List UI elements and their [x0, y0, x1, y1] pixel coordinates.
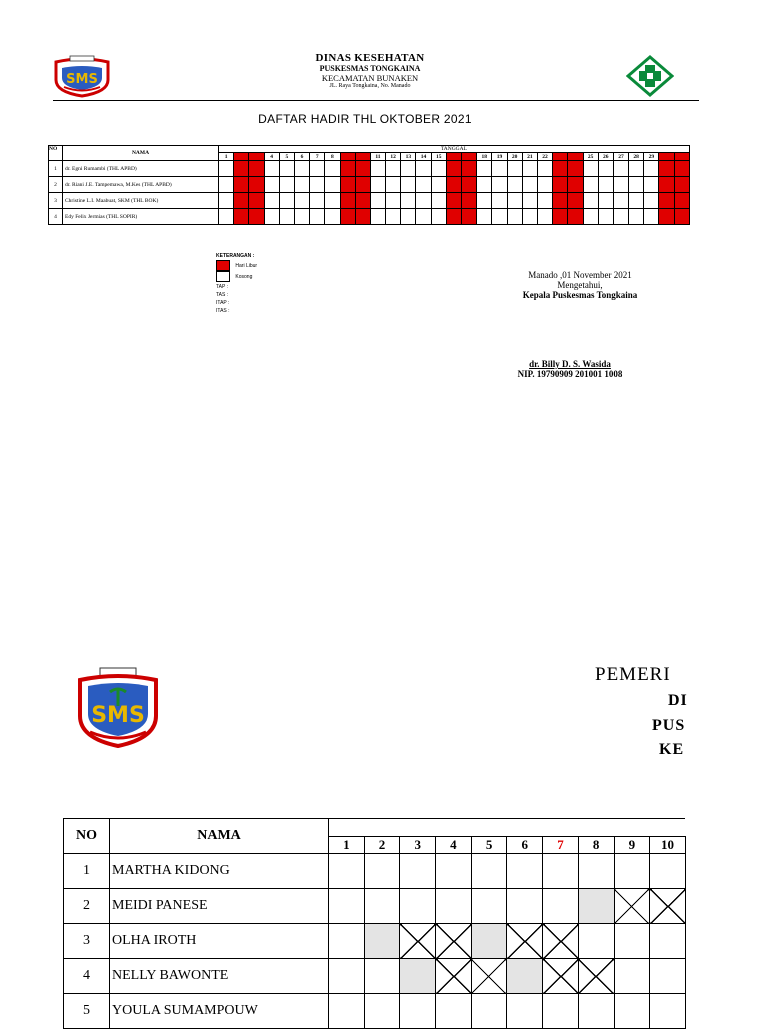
- row-no: 3: [49, 193, 63, 209]
- attendance-cell[interactable]: [578, 959, 614, 994]
- day-header: 3: [249, 153, 264, 161]
- row-name: OLHA IROTH: [110, 924, 329, 959]
- attendance-cell[interactable]: [340, 209, 355, 225]
- attendance-cell[interactable]: [674, 177, 689, 193]
- attendance-cell[interactable]: [446, 193, 461, 209]
- table-row: [64, 924, 686, 959]
- attendance-cell[interactable]: [325, 161, 340, 177]
- attendance-cell[interactable]: [492, 177, 507, 193]
- attendance-cell[interactable]: [650, 959, 686, 994]
- attendance-cell[interactable]: [462, 177, 477, 193]
- attendance-cell[interactable]: [370, 193, 385, 209]
- attendance-cell[interactable]: [446, 209, 461, 225]
- signatory-nip: NIP. 19790909 201001 1008: [517, 369, 623, 379]
- attendance-cell[interactable]: [543, 959, 579, 994]
- attendance-cell[interactable]: [614, 854, 650, 889]
- attendance-cell[interactable]: [629, 177, 644, 193]
- attendance-cell[interactable]: [279, 177, 294, 193]
- day-header: 24: [568, 153, 583, 161]
- attendance-cell[interactable]: [553, 161, 568, 177]
- attendance-cell[interactable]: [294, 193, 309, 209]
- legend-code: ITAP :: [216, 300, 230, 306]
- attendance-cell[interactable]: [537, 177, 552, 193]
- attendance-cell[interactable]: [522, 209, 537, 225]
- day-header: 9: [340, 153, 355, 161]
- day-header: 28: [629, 153, 644, 161]
- attendance-cell[interactable]: [613, 209, 628, 225]
- attendance-cell[interactable]: [659, 209, 674, 225]
- col-no-header: NO: [64, 819, 110, 854]
- attendance-cell[interactable]: [507, 161, 522, 177]
- attendance-cell[interactable]: [400, 889, 436, 924]
- attendance-cell[interactable]: [522, 177, 537, 193]
- attendance-cell[interactable]: [400, 994, 436, 1029]
- attendance-cell[interactable]: [279, 209, 294, 225]
- header-rule: [53, 100, 699, 101]
- day-header: 21: [522, 153, 537, 161]
- legend-code: TAP :: [216, 284, 229, 290]
- attendance-cell[interactable]: [386, 209, 401, 225]
- attendance-cell[interactable]: [492, 161, 507, 177]
- attendance-cell[interactable]: [492, 209, 507, 225]
- attendance-cell[interactable]: [370, 161, 385, 177]
- day-header: 30: [659, 153, 674, 161]
- attendance-cell[interactable]: [659, 161, 674, 177]
- attendance-cell[interactable]: [436, 889, 472, 924]
- attendance-cell[interactable]: [431, 193, 446, 209]
- attendance-cell[interactable]: [477, 193, 492, 209]
- attendance-cell[interactable]: [329, 994, 365, 1029]
- attendance-cell[interactable]: [329, 959, 365, 994]
- legend: [216, 253, 336, 314]
- attendance-cell[interactable]: [578, 889, 614, 924]
- day-header: 3: [400, 836, 436, 854]
- attendance-cell[interactable]: [507, 177, 522, 193]
- city-emblem-icon: [76, 666, 160, 750]
- day-header: 7: [310, 153, 325, 161]
- attendance-cell[interactable]: [329, 854, 365, 889]
- col-name-header: NAMA: [63, 146, 219, 161]
- day-header: 23: [553, 153, 568, 161]
- attendance-cell[interactable]: [264, 193, 279, 209]
- attendance-cell[interactable]: [644, 193, 659, 209]
- row-no: 3: [64, 924, 110, 959]
- legend-code: TAS :: [216, 292, 229, 298]
- attendance-cell[interactable]: [522, 193, 537, 209]
- attendance-cell[interactable]: [543, 854, 579, 889]
- attendance-cell[interactable]: [644, 177, 659, 193]
- attendance-cell[interactable]: [294, 177, 309, 193]
- legend-title: KETERANGAN :: [216, 253, 255, 259]
- signature-acknowledged: Mengetahui,: [557, 280, 603, 290]
- attendance-cell[interactable]: [431, 209, 446, 225]
- page2-heading: PEMERI: [595, 664, 671, 685]
- legend-holiday: Hari Libur: [235, 262, 258, 269]
- attendance-cell[interactable]: [355, 161, 370, 177]
- attendance-cell[interactable]: [386, 193, 401, 209]
- attendance-cell[interactable]: [329, 924, 365, 959]
- row-name: NELLY BAWONTE: [110, 959, 329, 994]
- attendance-cell[interactable]: [249, 177, 264, 193]
- attendance-cell[interactable]: [471, 959, 507, 994]
- row-name: Christine L.I. Maabuat, SKM (THL BOK): [63, 193, 219, 209]
- attendance-cell[interactable]: [364, 994, 400, 1029]
- attendance-cell[interactable]: [310, 177, 325, 193]
- attendance-cell[interactable]: [614, 994, 650, 1029]
- day-header: 31: [674, 153, 689, 161]
- page2-subheading: PUS: [652, 717, 686, 734]
- attendance-cell[interactable]: [416, 177, 431, 193]
- attendance-cell[interactable]: [674, 161, 689, 177]
- row-name: dr. Egni Rumambi (THL APBD): [63, 161, 219, 177]
- attendance-cell[interactable]: [416, 209, 431, 225]
- attendance-cell[interactable]: [436, 854, 472, 889]
- attendance-cell[interactable]: [507, 924, 543, 959]
- attendance-cell[interactable]: [279, 193, 294, 209]
- health-cross-icon: [626, 55, 674, 97]
- attendance-cell[interactable]: [537, 161, 552, 177]
- attendance-cell[interactable]: [234, 193, 249, 209]
- attendance-table: [48, 145, 690, 225]
- day-header: 19: [492, 153, 507, 161]
- day-header: 15: [431, 153, 446, 161]
- attendance-cell[interactable]: [401, 209, 416, 225]
- attendance-cell[interactable]: [613, 177, 628, 193]
- day-header: 25: [583, 153, 598, 161]
- attendance-cell[interactable]: [537, 193, 552, 209]
- date-header-blank: [329, 819, 686, 837]
- day-header: 11: [370, 153, 385, 161]
- empty-swatch: [216, 271, 230, 282]
- table-row: [64, 994, 686, 1029]
- attendance-cell[interactable]: [219, 161, 234, 177]
- day-header: 18: [477, 153, 492, 161]
- attendance-cell[interactable]: [219, 193, 234, 209]
- attendance-cell[interactable]: [364, 889, 400, 924]
- attendance-cell[interactable]: [674, 209, 689, 225]
- attendance-cell[interactable]: [462, 209, 477, 225]
- agency-name: DINAS KESEHATAN: [315, 52, 425, 64]
- attendance-cell[interactable]: [370, 177, 385, 193]
- day-header: 4: [436, 836, 472, 854]
- attendance-cell[interactable]: [568, 177, 583, 193]
- day-header: 5: [471, 836, 507, 854]
- attendance-cell[interactable]: [583, 177, 598, 193]
- row-no: 1: [49, 161, 63, 177]
- col-no-header: NO: [49, 146, 63, 161]
- day-header: 9: [614, 836, 650, 854]
- attendance-cell[interactable]: [249, 193, 264, 209]
- attendance-cell[interactable]: [629, 193, 644, 209]
- attendance-cell[interactable]: [553, 177, 568, 193]
- attendance-cell[interactable]: [340, 161, 355, 177]
- signatory-name: dr. Billy D. S. Wasida: [529, 359, 611, 369]
- attendance-cell[interactable]: [492, 193, 507, 209]
- signature-block: [490, 270, 670, 300]
- attendance-cell[interactable]: [310, 161, 325, 177]
- attendance-cell[interactable]: [674, 193, 689, 209]
- attendance-cell[interactable]: [471, 924, 507, 959]
- legend-code: ITAS :: [216, 308, 230, 314]
- signature-place-date: Manado ,01 November 2021: [528, 270, 632, 280]
- row-name: Edy Felix Jermias (THL SOPIR): [63, 209, 219, 225]
- attendance-cell[interactable]: [583, 161, 598, 177]
- day-header: 8: [325, 153, 340, 161]
- attendance-cell[interactable]: [583, 209, 598, 225]
- row-no: 4: [64, 959, 110, 994]
- attendance-cell[interactable]: [436, 924, 472, 959]
- attendance-cell[interactable]: [650, 854, 686, 889]
- attendance-cell[interactable]: [436, 959, 472, 994]
- attendance-cell[interactable]: [416, 193, 431, 209]
- attendance-cell[interactable]: [340, 193, 355, 209]
- attendance-cell[interactable]: [553, 193, 568, 209]
- attendance-cell[interactable]: [370, 209, 385, 225]
- day-header: 6: [507, 836, 543, 854]
- attendance-cell[interactable]: [614, 959, 650, 994]
- attendance-cell[interactable]: [578, 994, 614, 1029]
- signatory: [485, 359, 655, 379]
- attendance-cell[interactable]: [400, 959, 436, 994]
- holiday-swatch: [216, 260, 230, 271]
- attendance-cell[interactable]: [522, 161, 537, 177]
- attendance-cell[interactable]: [568, 193, 583, 209]
- attendance-cell[interactable]: [644, 161, 659, 177]
- attendance-cell[interactable]: [431, 177, 446, 193]
- attendance-cell[interactable]: [507, 959, 543, 994]
- attendance-cell[interactable]: [629, 209, 644, 225]
- attendance-cell[interactable]: [650, 924, 686, 959]
- attendance-cell[interactable]: [355, 177, 370, 193]
- attendance-cell[interactable]: [264, 209, 279, 225]
- col-name-header: NAMA: [110, 819, 329, 854]
- table-row: [64, 959, 686, 994]
- attendance-cell[interactable]: [583, 193, 598, 209]
- attendance-cell[interactable]: [310, 209, 325, 225]
- page2-subheading: KE: [659, 741, 685, 758]
- attendance-cell[interactable]: [249, 161, 264, 177]
- attendance-cell[interactable]: [477, 177, 492, 193]
- row-no: 2: [49, 177, 63, 193]
- attendance-cell[interactable]: [386, 161, 401, 177]
- attendance-cell[interactable]: [644, 209, 659, 225]
- day-header: 2: [234, 153, 249, 161]
- attendance-cell[interactable]: [325, 177, 340, 193]
- attendance-cell[interactable]: [507, 889, 543, 924]
- attendance-cell[interactable]: [471, 994, 507, 1029]
- attendance-cell[interactable]: [446, 177, 461, 193]
- attendance-cell[interactable]: [364, 854, 400, 889]
- attendance-cell[interactable]: [507, 193, 522, 209]
- day-header: 1: [219, 153, 234, 161]
- svg-text:SMS: SMS: [66, 72, 98, 87]
- table-row: [49, 177, 690, 193]
- row-name: YOULA SUMAMPOUW: [110, 994, 329, 1029]
- attendance-cell[interactable]: [294, 209, 309, 225]
- day-header: 29: [644, 153, 659, 161]
- legend-empty: Kosong: [235, 273, 253, 280]
- attendance-cell[interactable]: [598, 177, 613, 193]
- attendance-cell[interactable]: [568, 161, 583, 177]
- attendance-cell[interactable]: [507, 854, 543, 889]
- attendance-cell[interactable]: [659, 193, 674, 209]
- attendance-cell[interactable]: [219, 209, 234, 225]
- day-header: 10: [355, 153, 370, 161]
- attendance-cell[interactable]: [416, 161, 431, 177]
- attendance-cell[interactable]: [401, 161, 416, 177]
- day-header: 26: [598, 153, 613, 161]
- day-header: 17: [462, 153, 477, 161]
- attendance-cell[interactable]: [477, 209, 492, 225]
- row-no: 4: [49, 209, 63, 225]
- address: JL. Raya Tongkaina, No. Manado: [329, 83, 411, 89]
- unit-name: PUSKESMAS TONGKAINA: [319, 64, 421, 73]
- attendance-cell[interactable]: [400, 854, 436, 889]
- attendance-cell[interactable]: [471, 854, 507, 889]
- attendance-cell[interactable]: [578, 854, 614, 889]
- page2-table: [63, 818, 686, 1029]
- svg-text:SMS: SMS: [91, 703, 145, 728]
- attendance-cell[interactable]: [401, 193, 416, 209]
- attendance-cell[interactable]: [249, 209, 264, 225]
- attendance-cell[interactable]: [462, 193, 477, 209]
- signature-position: Kepala Puskesmas Tongkaina: [522, 290, 638, 300]
- attendance-cell[interactable]: [543, 924, 579, 959]
- district-name: KECAMATAN BUNAKEN: [321, 73, 419, 83]
- attendance-cell[interactable]: [310, 193, 325, 209]
- col-date-header: TANGGAL: [219, 146, 690, 153]
- row-name: MEIDI PANESE: [110, 889, 329, 924]
- day-header: 5: [279, 153, 294, 161]
- attendance-cell[interactable]: [234, 161, 249, 177]
- attendance-cell[interactable]: [325, 209, 340, 225]
- attendance-cell[interactable]: [613, 161, 628, 177]
- attendance-cell[interactable]: [264, 177, 279, 193]
- attendance-cell[interactable]: [279, 161, 294, 177]
- table-row: [64, 889, 686, 924]
- table-row: [49, 193, 690, 209]
- table-row: [64, 854, 686, 889]
- attendance-cell[interactable]: [364, 959, 400, 994]
- day-header: 8: [578, 836, 614, 854]
- attendance-cell[interactable]: [329, 889, 365, 924]
- attendance-cell[interactable]: [650, 994, 686, 1029]
- day-header: 1: [329, 836, 365, 854]
- attendance-cell[interactable]: [543, 889, 579, 924]
- attendance-cell[interactable]: [325, 193, 340, 209]
- attendance-cell[interactable]: [578, 924, 614, 959]
- table-row: [49, 209, 690, 225]
- day-header: 4: [264, 153, 279, 161]
- attendance-cell[interactable]: [294, 161, 309, 177]
- city-emblem-icon: [52, 54, 112, 98]
- attendance-cell[interactable]: [507, 994, 543, 1029]
- attendance-cell[interactable]: [355, 209, 370, 225]
- day-header: 7: [543, 836, 579, 854]
- day-header: 13: [401, 153, 416, 161]
- attendance-cell[interactable]: [234, 177, 249, 193]
- attendance-cell[interactable]: [234, 209, 249, 225]
- attendance-cell[interactable]: [431, 161, 446, 177]
- document-title: DAFTAR HADIR THL OKTOBER 2021: [258, 112, 472, 126]
- attendance-cell[interactable]: [598, 161, 613, 177]
- attendance-cell[interactable]: [386, 177, 401, 193]
- day-header: 6: [294, 153, 309, 161]
- attendance-cell[interactable]: [462, 161, 477, 177]
- row-no: 5: [64, 994, 110, 1029]
- attendance-cell[interactable]: [400, 924, 436, 959]
- day-header: 14: [416, 153, 431, 161]
- attendance-cell[interactable]: [436, 994, 472, 1029]
- attendance-cell[interactable]: [537, 209, 552, 225]
- attendance-cell[interactable]: [477, 161, 492, 177]
- attendance-cell[interactable]: [650, 889, 686, 924]
- day-header: 27: [613, 153, 628, 161]
- row-name: MARTHA KIDONG: [110, 854, 329, 889]
- attendance-cell[interactable]: [401, 177, 416, 193]
- attendance-cell[interactable]: [264, 161, 279, 177]
- day-header: 2: [364, 836, 400, 854]
- attendance-cell[interactable]: [340, 177, 355, 193]
- row-name: dr. Riani J.E. Tampemawa, M.Kes (THL APBD): [63, 177, 219, 193]
- attendance-cell[interactable]: [598, 193, 613, 209]
- attendance-cell[interactable]: [598, 209, 613, 225]
- day-header: 12: [386, 153, 401, 161]
- attendance-cell[interactable]: [446, 161, 461, 177]
- attendance-cell[interactable]: [614, 889, 650, 924]
- attendance-cell[interactable]: [629, 161, 644, 177]
- attendance-cell[interactable]: [219, 177, 234, 193]
- day-header: 16: [446, 153, 461, 161]
- attendance-cell[interactable]: [471, 889, 507, 924]
- attendance-cell[interactable]: [543, 994, 579, 1029]
- page2-subheading: DI: [668, 692, 688, 709]
- attendance-cell[interactable]: [659, 177, 674, 193]
- attendance-cell[interactable]: [568, 209, 583, 225]
- day-header: 22: [537, 153, 552, 161]
- table-row: [49, 161, 690, 177]
- attendance-cell[interactable]: [553, 209, 568, 225]
- row-no: 1: [64, 854, 110, 889]
- day-header: 20: [507, 153, 522, 161]
- attendance-cell[interactable]: [355, 193, 370, 209]
- attendance-cell[interactable]: [507, 209, 522, 225]
- day-header: 10: [650, 836, 686, 854]
- attendance-cell[interactable]: [613, 193, 628, 209]
- attendance-cell[interactable]: [614, 924, 650, 959]
- row-no: 2: [64, 889, 110, 924]
- attendance-cell[interactable]: [364, 924, 400, 959]
